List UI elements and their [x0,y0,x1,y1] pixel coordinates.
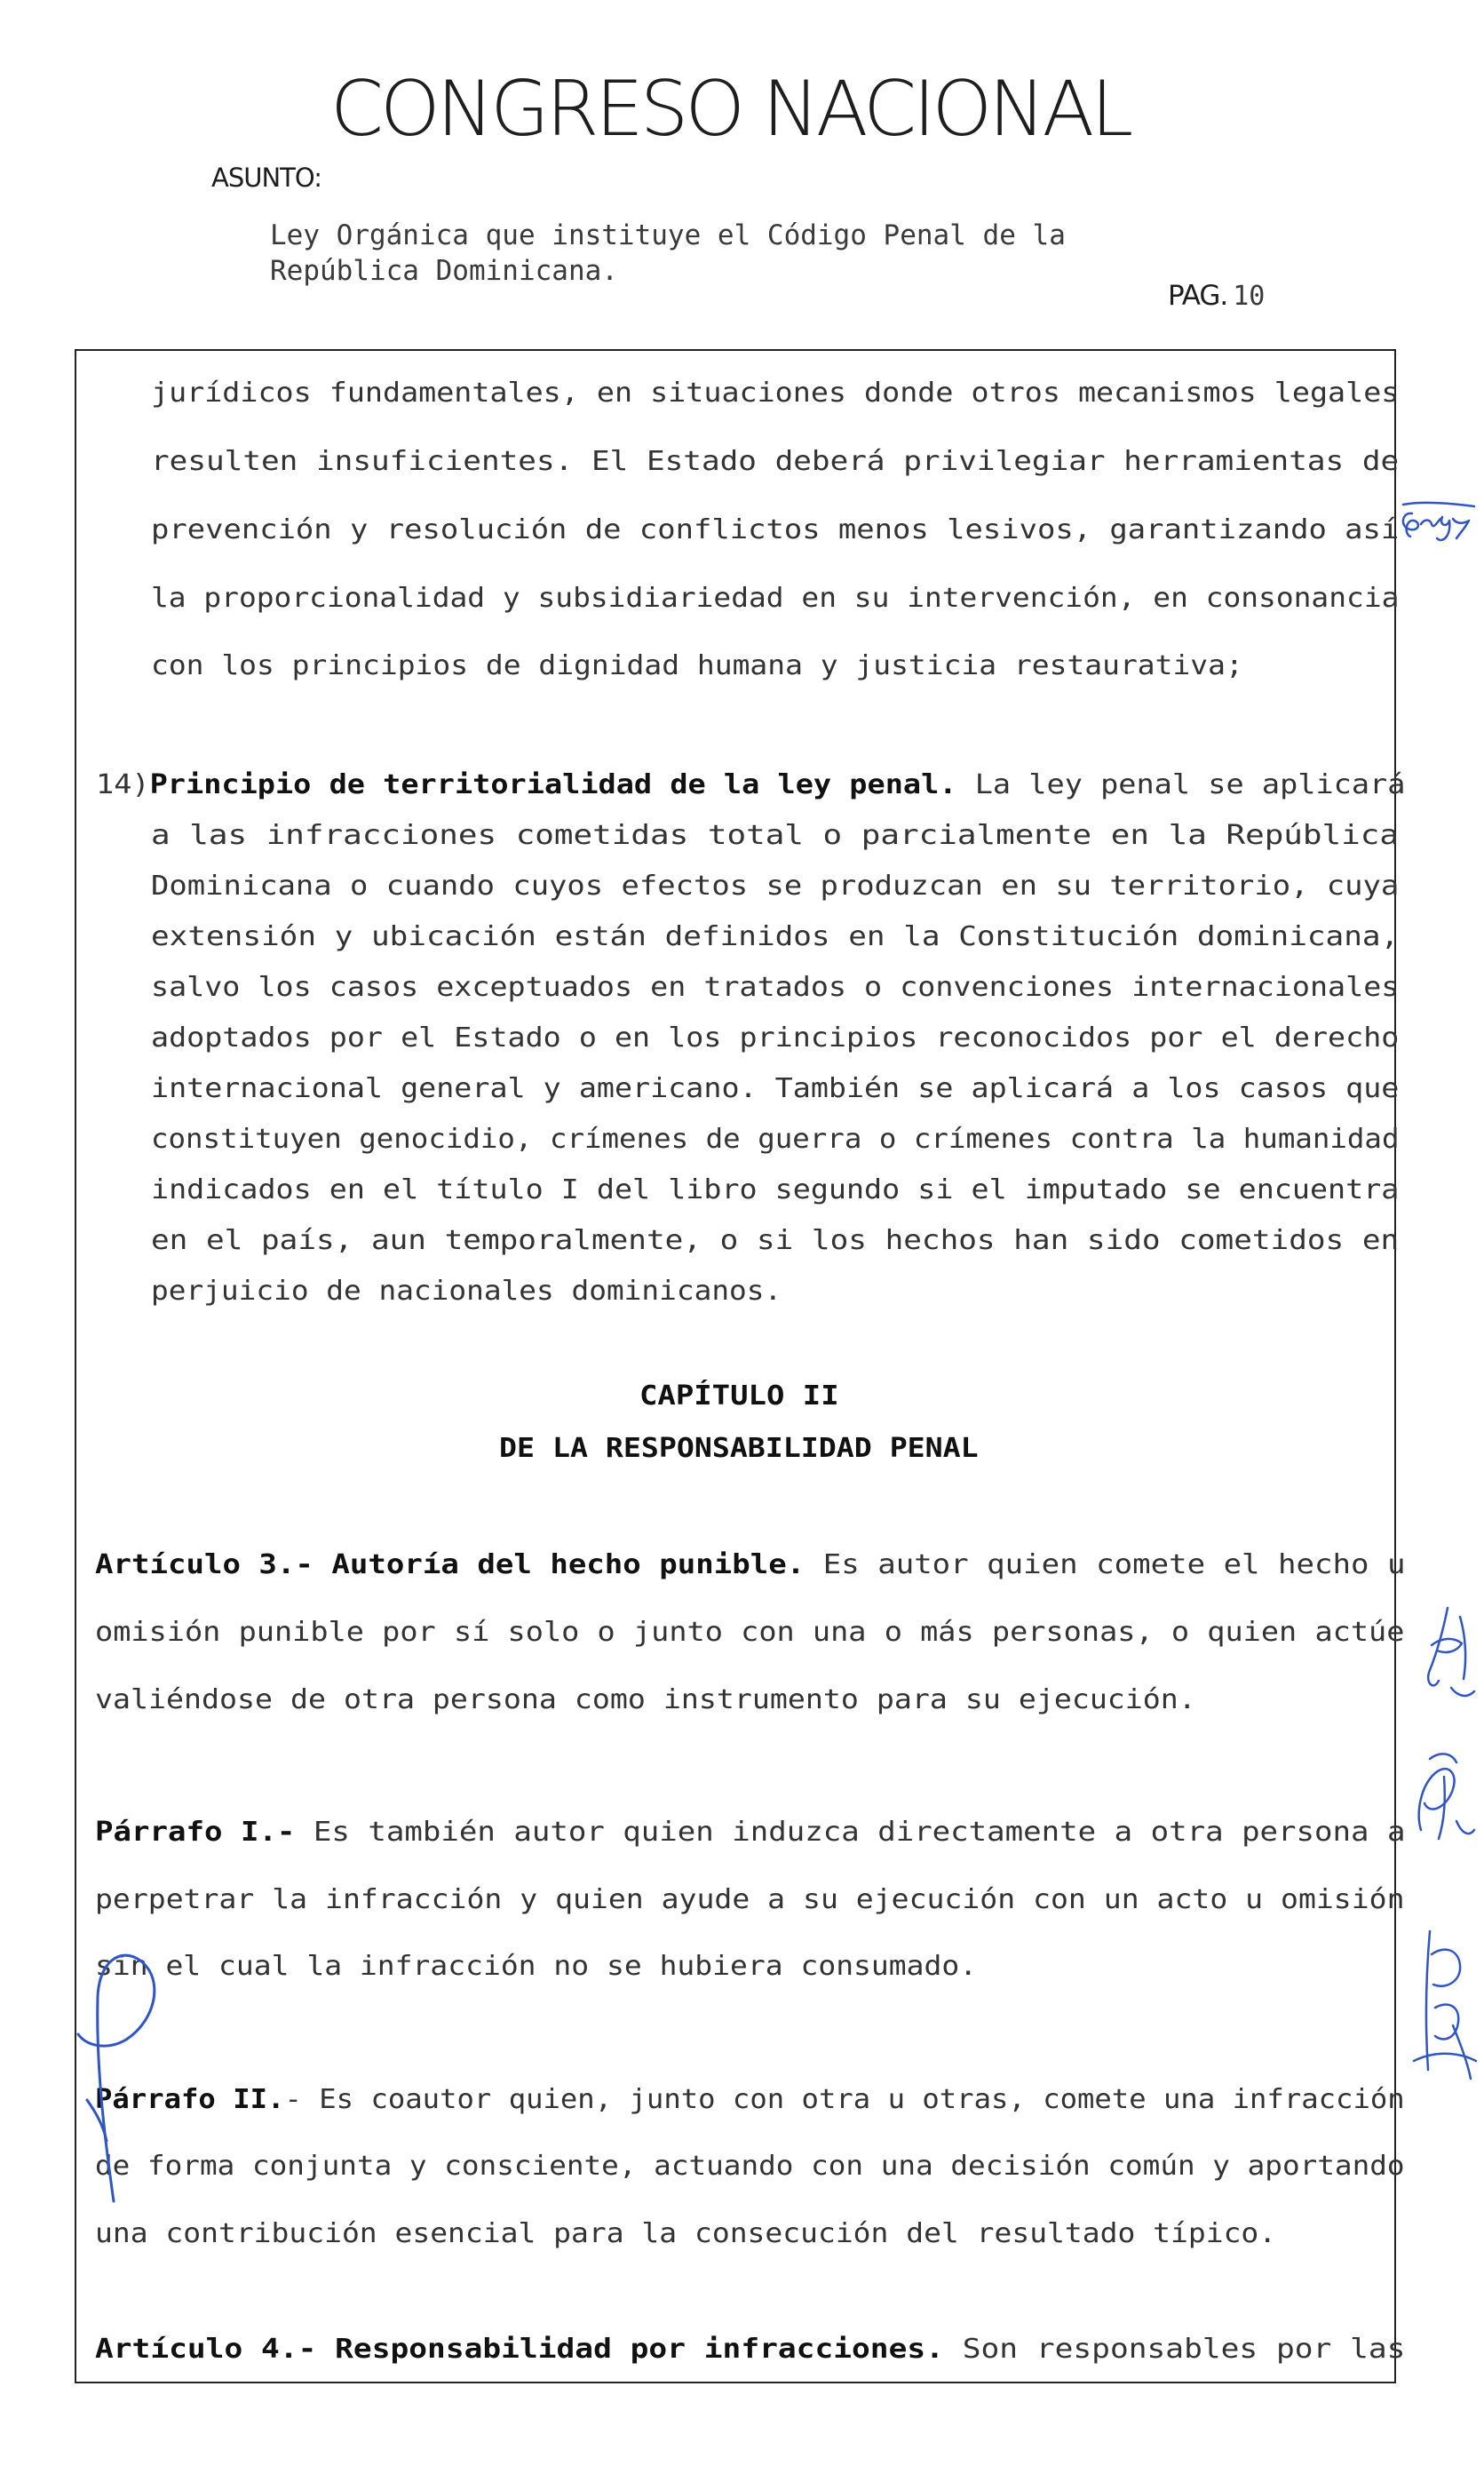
text-line: prevención y resolución de conflictos menos lesivos, garantizando así [151,514,1400,545]
list-number: 14) [96,769,150,800]
text-run: Es autor quien comete el hecho u [805,1549,1406,1580]
principle-14-title: Principio de territorialidad de la ley penal. [149,769,957,800]
principle-14-first-line [96,769,1406,800]
text-line: una contribución esencial para la consecución del resultado típico. [95,2218,1277,2249]
article-4-first-line [95,2336,1405,2363]
asunto-line: Ley Orgánica que instituye el Código Penal de la [270,219,1066,251]
margin-initials-signature [1394,497,1480,577]
text-line: constituyen genocidio, crímenes de guerra o crímenes contra la humanidad [151,1124,1400,1155]
margin-signature-middle [1403,1741,1483,1857]
text-line: sin el cual la infracción no se hubiera consumado. [95,1951,978,1982]
text-line: perpetrar la infracción y quien ayude a su ejecución con un acto u omisión [95,1884,1405,1915]
text-line: omisión punible por sí solo o junto con una o más personas, o quien actúe [95,1617,1405,1648]
page-number [1168,280,1265,312]
page-label: PAG. [1168,280,1228,312]
paragraph-2-first-line [95,2084,1405,2115]
text-line: con los principios de dignidad humana y justicia restaurativa; [151,650,1243,681]
text-line: jurídicos fundamentales, en situaciones donde otros mecanismos legales [151,378,1400,409]
document-title: CONGRESO NACIONAL [330,65,1131,154]
text-run: - Es coautor quien, junto con otra u otras, comete una infracción [284,2084,1405,2115]
text-run: Son responsables por las [943,2334,1406,2365]
text-line: en el país, aun temporalmente, o si los hechos han sido cometidos en [151,1225,1400,1256]
page-number-value: 10 [1233,281,1266,312]
asunto-text [270,218,1066,289]
text-run: Es también autor quien induzca directamente a otra persona a [295,1817,1406,1848]
chapter-title: DE LA RESPONSABILIDAD PENAL [499,1433,979,1464]
article-3-first-line [95,1549,1406,1580]
handwritten-initial-stroke [52,1935,167,2228]
chapter-number: CAPÍTULO II [639,1380,839,1412]
margin-signature-top [1412,1599,1483,1714]
text-line: Dominicana o cuando cuyos efectos se produzcan en su territorio, cuya [151,871,1400,902]
paragraph-2-title: Párrafo II. [95,2084,285,2115]
paragraph-1-first-line [95,1819,1406,1846]
text-line: extensión y ubicación están definidos en la Constitución dominicana, [151,921,1400,952]
asunto-label: ASUNTO: [211,163,321,193]
text-line: a las infracciones cometidas total o parcialmente en la República [151,820,1399,851]
paragraph-1-title: Párrafo I.- [95,1817,296,1848]
text-line: la proporcionalidad y subsidiariedad en su intervención, en consonancia [151,583,1400,614]
article-3-title: Artículo 3.- Autoría del hecho punible. [95,1549,805,1580]
text-line: internacional general y americano. También se aplicará a los casos que [151,1073,1400,1104]
text-line: perjuicio de nacionales dominicanos. [151,1276,782,1307]
asunto-line: República Dominicana. [270,255,618,287]
text-line: valiéndose de otra persona como instrumento para su ejecución. [95,1684,1196,1715]
text-line: resulten insuficientes. El Estado deberá privilegiar herramientas de [151,446,1400,477]
text-run: La ley penal se aplicará [956,769,1406,800]
text-line: indicados en el título I del libro segundo si el imputado se encuentra [151,1174,1400,1205]
margin-signature-bottom [1405,1919,1483,2088]
article-4-title: Artículo 4.- Responsabilidad por infracciones. [95,2334,944,2365]
text-line: de forma conjunta y consciente, actuando con una decisión común y aportando [95,2151,1405,2182]
text-line: adoptados por el Estado o en los principios reconocidos por el derecho [151,1022,1400,1054]
text-line: salvo los casos exceptuados en tratados o convenciones internacionales [151,972,1400,1003]
